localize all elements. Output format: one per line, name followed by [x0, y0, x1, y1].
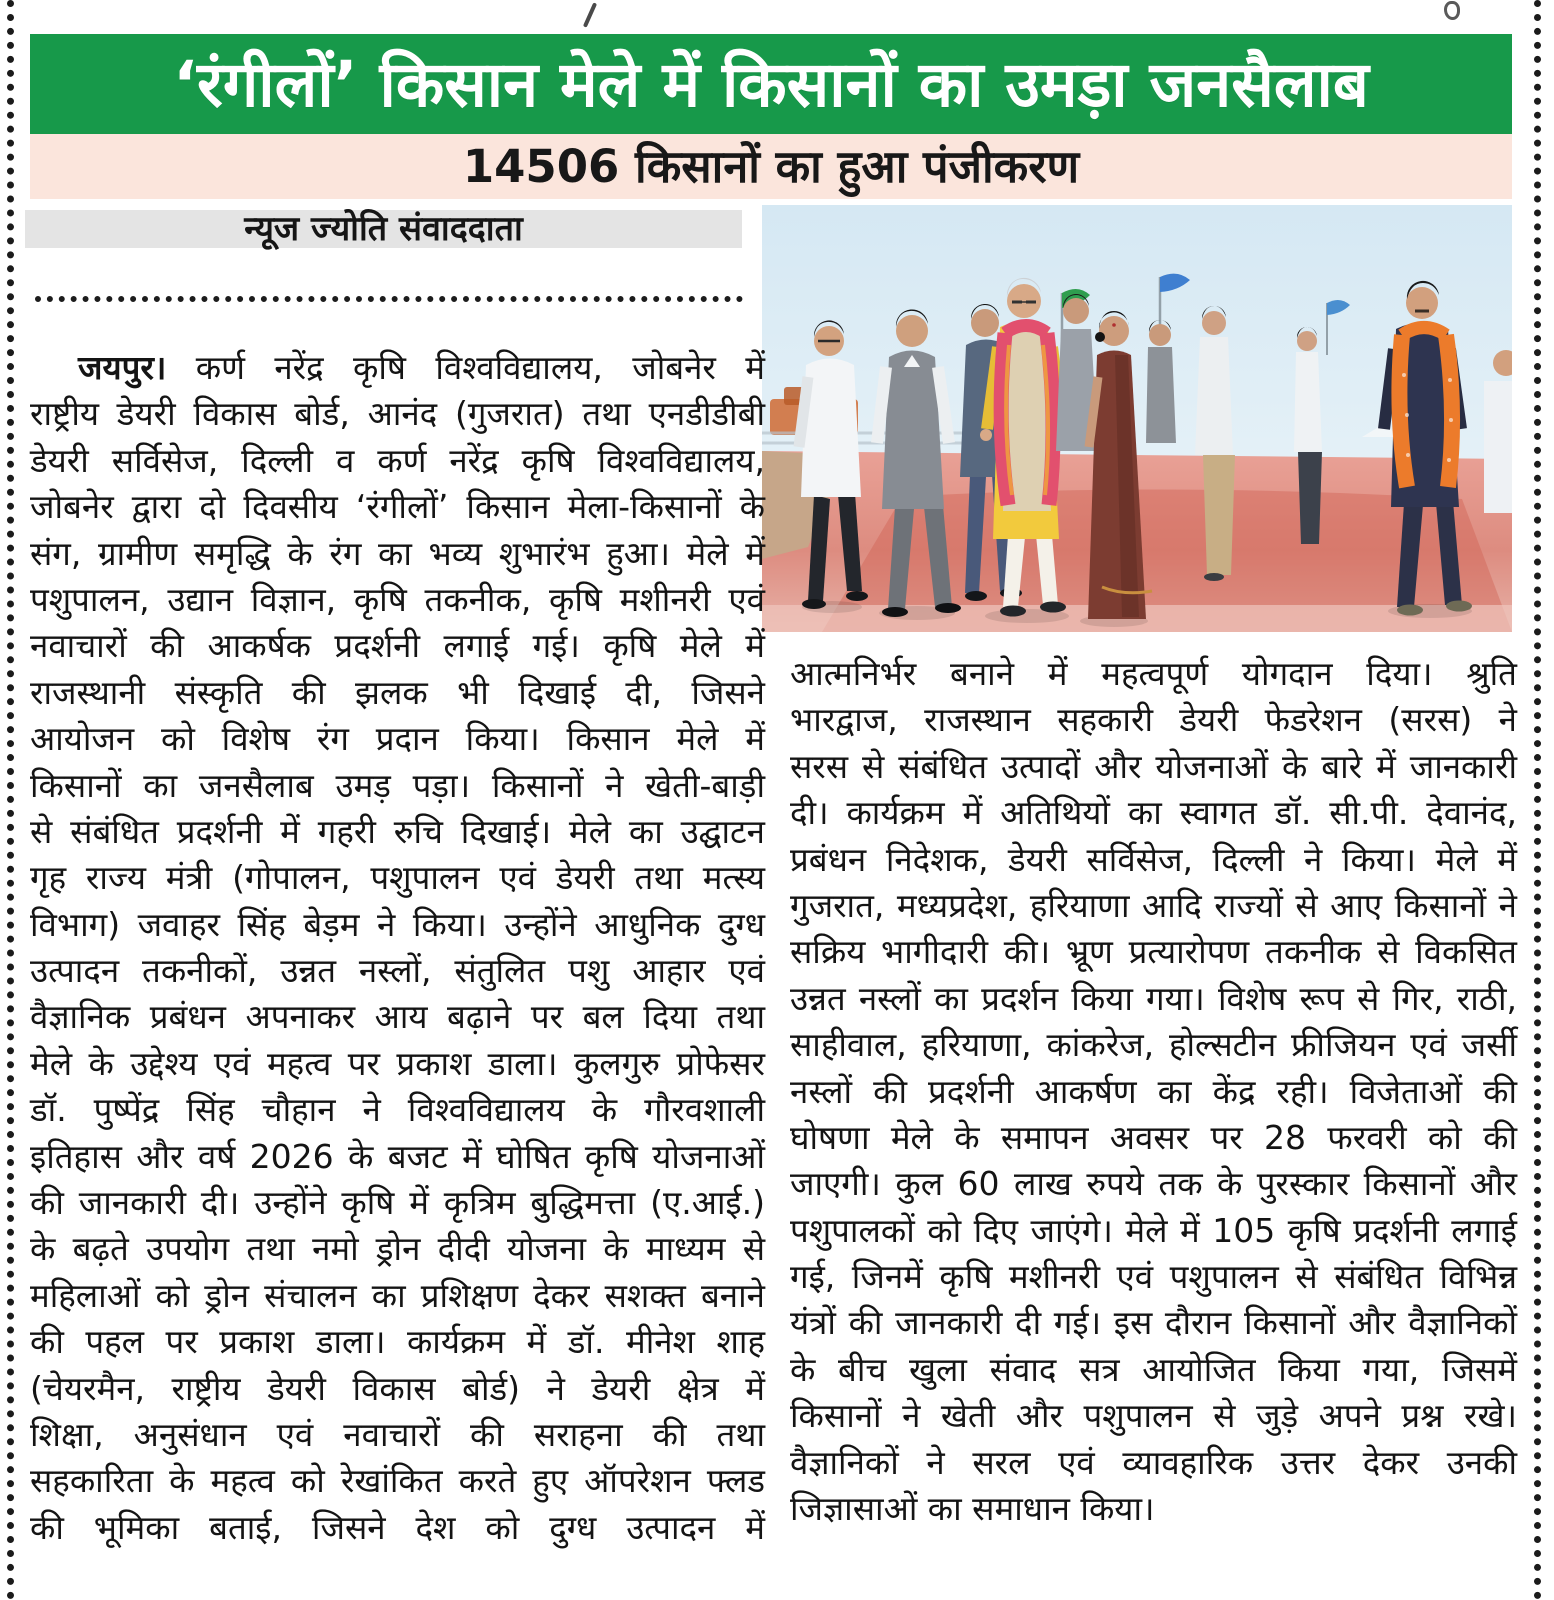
body-text-line: डेयरी सर्विसेज, दिल्ली व कर्ण नरेंद्र कृषि विश्वविद्यालय,	[30, 440, 765, 480]
body-text-line: गुजरात, मध्यप्रदेश, हरियाणा आदि राज्यों से आए किसानों ने	[790, 885, 1517, 925]
body-text-line: आत्मनिर्भर बनाने में महत्वपूर्ण योगदान दिया। श्रुति	[790, 654, 1517, 693]
body-text-line: किसानों ने खेती और पशुपालन से जुड़े अपने प्रश्न रखे।	[790, 1396, 1517, 1436]
subheadline-band	[30, 134, 1512, 199]
body-text-line: विभाग) जवाहर सिंह बेड़म ने किया। उन्होंने आधुनिक दुग्ध	[30, 904, 765, 944]
byline-bar	[25, 210, 742, 248]
body-text-line: किसानों का जनसैलाब उमड़ पड़ा। किसानों ने खेती-बाड़ी	[30, 765, 765, 805]
article-photo	[762, 205, 1512, 632]
left-dotted-border	[7, 0, 14, 1600]
body-text-line: गृह राज्य मंत्री (गोपालन, पशुपालन एवं डेयरी तथा मत्स्य	[30, 858, 765, 898]
body-text-line: यंत्रों की जानकारी दी गई। इस दौरान किसानों और वैज्ञानिकों	[790, 1303, 1517, 1343]
body-text-line: आयोजन को विशेष रंग प्रदान किया। किसान मेले में	[30, 719, 765, 759]
body-text-line: जाएगी। कुल 60 लाख रुपये तक के पुरस्कार किसानों और	[790, 1164, 1517, 1204]
byline-dotted-rule	[35, 296, 743, 302]
body-text-line: गई, जिनमें कृषि मशीनरी एवं पशुपालन से संबंधित विभिन्न	[790, 1257, 1517, 1297]
body-text-line: सक्रिय भागीदारी की। भ्रूण प्रत्यारोपण तकनीक से विकसित	[790, 932, 1517, 972]
body-text-line: सहकारिता के महत्व को रेखांकित करते हुए ऑपरेशन फ्लड	[30, 1461, 765, 1501]
headline-banner	[30, 34, 1512, 134]
article-right-column	[790, 651, 1517, 1532]
body-text-line: के बढ़ते उपयोग तथा नमो ड्रोन दीदी योजना के माध्यम से	[30, 1229, 765, 1269]
body-text-line: से संबंधित प्रदर्शनी में गहरी रुचि दिखाई। मेले का उद्घाटन	[30, 811, 765, 851]
body-text-line: राष्ट्रीय डेयरी विकास बोर्ड, आनंद (गुजरात) तथा एनडीडीबी	[30, 394, 765, 434]
lead-line-text: कर्ण नरेंद्र कृषि विश्वविद्यालय, जोबनेर में	[195, 348, 765, 387]
body-text-line: वैज्ञानिक प्रबंधन अपनाकर आय बढ़ाने पर बल दिया तथा	[30, 997, 765, 1037]
body-text-line: घोषणा मेले के समापन अवसर पर 28 फरवरी को की	[790, 1117, 1517, 1157]
body-text-line: प्रबंधन निदेशक, डेयरी सर्विसेज, दिल्ली ने किया। मेले में	[790, 839, 1517, 879]
body-text-line: की भूमिका बताई, जिसने देश को दुग्ध उत्पादन में	[30, 1507, 765, 1547]
headline-text: ‘रंगीलों’ किसान मेले में किसानों का उमड़ा जनसैलाब	[173, 47, 1369, 121]
body-text-line: सरस से संबंधित उत्पादों और योजनाओं के बारे में जानकारी	[790, 746, 1517, 786]
body-text-line: जोबनेर द्वारा दो दिवसीय ‘रंगीलों’ किसान मेला-किसानों के	[30, 487, 765, 527]
body-text-line: संग, ग्रामीण समृद्धि के रंग का भव्य शुभारंभ हुआ। मेले में	[30, 533, 765, 573]
print-artifact	[583, 2, 597, 27]
body-text-line: शिक्षा, अनुसंधान एवं नवाचारों की सराहना की तथा	[30, 1414, 765, 1454]
right-dotted-border	[1534, 0, 1541, 1600]
body-text-line: पशुपालकों को दिए जाएंगे। मेले में 105 कृषि प्रदर्शनी लगाई	[790, 1210, 1517, 1250]
subheadline-text: 14506 किसानों का हुआ पंजीकरण	[462, 140, 1080, 193]
print-artifact	[1444, 1, 1460, 20]
body-text-line: वैज्ञानिकों ने सरल एवं व्यावहारिक उत्तर देकर उनकी	[790, 1442, 1517, 1482]
body-text-line: के बीच खुला संवाद सत्र आयोजित किया गया, जिसमें	[790, 1349, 1517, 1389]
body-text-line: साहीवाल, हरियाणा, कांकरेज, होल्सटीन फ्रीजियन एवं जर्सी	[790, 1025, 1517, 1065]
article-photo-illustration	[762, 205, 1512, 632]
dateline: जयपुर।	[78, 348, 167, 387]
body-text-line: मेले के उद्देश्य एवं महत्व पर प्रकाश डाला। कुलगुरु प्रोफेसर	[30, 1043, 765, 1083]
body-text-line: (चेयरमैन, राष्ट्रीय डेयरी विकास बोर्ड) ने डेयरी क्षेत्र में	[30, 1368, 765, 1408]
body-text-line: पशुपालन, उद्यान विज्ञान, कृषि तकनीक, कृषि मशीनरी एवं	[30, 579, 765, 619]
body-text-line: राजस्थानी संस्कृति की झलक भी दिखाई दी, जिसने	[30, 672, 765, 712]
body-text-line: की जानकारी दी। उन्होंने कृषि में कृत्रिम बुद्धिमत्ता (ए.आई.)	[30, 1183, 765, 1223]
article-left-column	[30, 345, 765, 1551]
body-text-line	[30, 345, 765, 391]
body-text-line: उन्नत नस्लों का प्रदर्शन किया गया। विशेष रूप से गिर, राठी,	[790, 978, 1517, 1018]
body-text-line: उत्पादन तकनीकों, उन्नत नस्लों, संतुलित पशु आहार एवं	[30, 951, 765, 991]
body-text-line: महिलाओं को ड्रोन संचालन का प्रशिक्षण देकर सशक्त बनाने	[30, 1275, 765, 1315]
body-text-line: इतिहास और वर्ष 2026 के बजट में घोषित कृषि योजनाओं	[30, 1136, 765, 1176]
body-text-line: नस्लों की प्रदर्शनी आकर्षण का केंद्र रही। विजेताओं की	[790, 1071, 1517, 1111]
body-text-line: जिज्ञासाओं का समाधान किया।	[790, 1489, 1155, 1529]
body-text-line: की पहल पर प्रकाश डाला। कार्यक्रम में डॉ. मीनेश शाह	[30, 1322, 765, 1362]
byline-text: न्यूज ज्योति संवाददाता	[244, 209, 523, 249]
body-text-line: भारद्वाज, राजस्थान सहकारी डेयरी फेडरेशन (सरस) ने	[790, 700, 1517, 740]
body-text-line: डॉ. पुष्पेंद्र सिंह चौहान ने विश्वविद्यालय के गौरवशाली	[30, 1090, 765, 1130]
body-text-line: नवाचारों की आकर्षक प्रदर्शनी लगाई गई। कृषि मेले में	[30, 626, 765, 666]
body-text-line: दी। कार्यक्रम में अतिथियों का स्वागत डॉ. सी.पी. देवानंद,	[790, 793, 1517, 833]
